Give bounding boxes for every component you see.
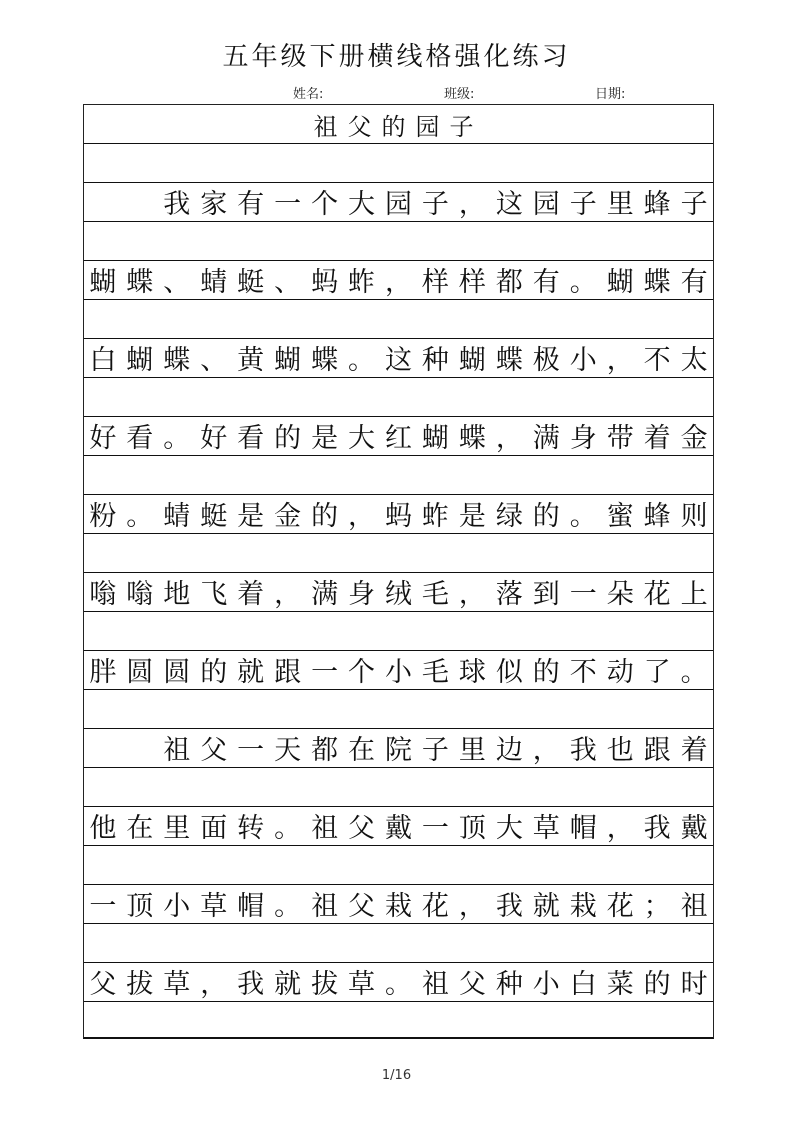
glyph: 小 (163, 891, 191, 922)
glyph: 金 (680, 423, 708, 454)
glyph: 蝴 (421, 423, 449, 454)
glyph: 父 (348, 813, 376, 844)
glyph: 跟 (643, 735, 671, 766)
glyph: 满 (532, 423, 560, 454)
glyph: 戴 (680, 813, 708, 844)
glyph: 蝶 (643, 267, 671, 298)
glyph: 是 (311, 423, 339, 454)
blank-writing-row (84, 378, 713, 417)
glyph: 满 (311, 579, 339, 610)
glyph: ， (495, 423, 523, 454)
glyph: 不 (643, 345, 671, 376)
glyph: 有 (680, 267, 708, 298)
glyph: 个 (311, 189, 339, 220)
glyph: 着 (643, 423, 671, 454)
blank-writing-row (84, 456, 713, 495)
glyph: 这 (384, 345, 412, 376)
blank-writing-row (84, 222, 713, 261)
glyph: ， (606, 345, 634, 376)
passage-title: 祖父的园子 (313, 112, 484, 141)
blank-writing-row (84, 768, 713, 807)
glyph: 。 (126, 501, 154, 532)
glyph: 极 (532, 345, 560, 376)
glyph: 就 (237, 657, 265, 688)
glyph: 我 (163, 189, 191, 220)
glyph: 祖 (311, 891, 339, 922)
glyph: 栽 (569, 891, 597, 922)
glyph: 在 (348, 735, 376, 766)
glyph: 里 (163, 813, 191, 844)
glyph: 蚱 (348, 267, 376, 298)
text-line-row (84, 183, 713, 222)
page-number: 1/16 (381, 1068, 412, 1083)
glyph: 白 (569, 969, 597, 1000)
name-label: 姓名: (293, 87, 324, 102)
glyph: 蜻 (163, 501, 191, 532)
glyph: 身 (569, 423, 597, 454)
blank-writing-row (84, 534, 713, 573)
glyph: 父 (200, 735, 228, 766)
glyph: 黄 (237, 345, 265, 376)
glyph: 圆 (126, 657, 154, 688)
glyph: 花 (421, 891, 449, 922)
glyph: 。 (348, 345, 376, 376)
glyph: 院 (384, 735, 412, 766)
glyph: 看 (126, 423, 154, 454)
lined-writing-grid (83, 104, 714, 1039)
glyph: 转 (237, 813, 265, 844)
glyph: 一 (237, 735, 265, 766)
text-line-row (84, 339, 713, 378)
glyph: 带 (606, 423, 634, 454)
glyph: 球 (458, 657, 486, 688)
glyph: 着 (680, 735, 708, 766)
glyph: 天 (274, 735, 302, 766)
glyph: 绿 (495, 501, 523, 532)
glyph: 蜂 (643, 189, 671, 220)
glyph: 一 (311, 657, 339, 688)
glyph: 草 (163, 969, 191, 1000)
glyph: 蝴 (274, 345, 302, 376)
glyph (125, 191, 155, 218)
glyph: 则 (680, 501, 708, 532)
glyph: 父 (89, 969, 117, 1000)
glyph: 朵 (606, 579, 634, 610)
glyph: 蜓 (237, 267, 265, 298)
glyph: 子 (421, 735, 449, 766)
glyph: 个 (348, 657, 376, 688)
glyph: 。 (274, 813, 302, 844)
glyph: 。 (569, 501, 597, 532)
glyph: 动 (606, 657, 634, 688)
glyph: 边 (495, 735, 523, 766)
class-label: 班级: (444, 87, 475, 102)
glyph: ； (643, 891, 671, 922)
glyph: 在 (126, 813, 154, 844)
text-line-row (84, 651, 713, 690)
glyph: 都 (311, 735, 339, 766)
passage-title-row (84, 105, 713, 144)
glyph: 身 (348, 579, 376, 610)
glyph: 父 (458, 969, 486, 1000)
glyph: 我 (237, 969, 265, 1000)
glyph: 有 (237, 189, 265, 220)
text-line-row (84, 885, 713, 924)
glyph: ， (348, 501, 376, 532)
glyph: 园 (384, 189, 412, 220)
glyph: 蜻 (200, 267, 228, 298)
glyph: 一 (569, 579, 597, 610)
glyph: 戴 (384, 813, 412, 844)
glyph: ， (458, 579, 486, 610)
glyph: 上 (680, 579, 708, 610)
glyph: 是 (237, 501, 265, 532)
glyph: 、 (163, 267, 191, 298)
glyph: 时 (680, 969, 708, 1000)
glyph: 祖 (163, 735, 191, 766)
glyph: 好 (89, 423, 117, 454)
glyph: 小 (532, 969, 560, 1000)
glyph: 圆 (163, 657, 191, 688)
blank-writing-row (84, 612, 713, 651)
glyph: 祖 (421, 969, 449, 1000)
glyph: 毛 (421, 657, 449, 688)
glyph: 的 (532, 501, 560, 532)
glyph: 就 (532, 891, 560, 922)
glyph: 蝴 (458, 345, 486, 376)
glyph: ， (384, 267, 412, 298)
glyph: 、 (200, 345, 228, 376)
glyph: 蜓 (200, 501, 228, 532)
glyph: 我 (569, 735, 597, 766)
glyph: 嗡 (89, 579, 117, 610)
glyph: 金 (274, 501, 302, 532)
glyph: 绒 (384, 579, 412, 610)
glyph: 有 (532, 267, 560, 298)
glyph: 样 (458, 267, 486, 298)
blank-writing-row (84, 300, 713, 339)
glyph: ， (458, 189, 486, 220)
text-line-row (84, 729, 713, 768)
glyph: 蝶 (458, 423, 486, 454)
glyph: 拔 (126, 969, 154, 1000)
text-line-row (84, 495, 713, 534)
glyph: 样 (421, 267, 449, 298)
glyph: 蚂 (384, 501, 412, 532)
glyph: 草 (532, 813, 560, 844)
glyph: 家 (200, 189, 228, 220)
glyph: 蝶 (163, 345, 191, 376)
glyph: 粉 (89, 501, 117, 532)
date-label: 日期: (595, 87, 626, 102)
glyph (88, 737, 118, 764)
glyph: 一 (421, 813, 449, 844)
glyph: 帽 (569, 813, 597, 844)
glyph: 祖 (680, 891, 708, 922)
text-line-row (84, 963, 713, 1002)
text-line-row (84, 573, 713, 612)
glyph: 里 (458, 735, 486, 766)
glyph: ， (532, 735, 560, 766)
glyph: 子 (569, 189, 597, 220)
text-line-row (84, 807, 713, 846)
worksheet-title: 五年级下册横线格强化练习 (222, 42, 571, 72)
glyph: 子 (421, 189, 449, 220)
glyph: 里 (606, 189, 634, 220)
glyph (125, 737, 155, 764)
glyph: 大 (348, 189, 376, 220)
glyph: 顶 (126, 891, 154, 922)
blank-writing-row (84, 690, 713, 729)
glyph: 的 (311, 501, 339, 532)
glyph: 是 (458, 501, 486, 532)
glyph: 蚂 (311, 267, 339, 298)
glyph: 菜 (606, 969, 634, 1000)
glyph: 蝶 (126, 267, 154, 298)
glyph: 种 (495, 969, 523, 1000)
text-line-row (84, 261, 713, 300)
glyph: 不 (569, 657, 597, 688)
glyph: 了 (643, 657, 671, 688)
glyph: 的 (532, 657, 560, 688)
blank-writing-row (84, 1002, 713, 1038)
glyph: 看 (237, 423, 265, 454)
glyph: 着 (237, 579, 265, 610)
glyph: 落 (495, 579, 523, 610)
glyph: 祖 (311, 813, 339, 844)
glyph: 嗡 (126, 579, 154, 610)
glyph: 子 (680, 189, 708, 220)
glyph: 草 (348, 969, 376, 1000)
glyph: 。 (384, 969, 412, 1000)
glyph: 的 (643, 969, 671, 1000)
glyph: 白 (89, 345, 117, 376)
glyph (88, 191, 118, 218)
glyph: 胖 (89, 657, 117, 688)
glyph: 草 (200, 891, 228, 922)
glyph: 都 (495, 267, 523, 298)
glyph: 一 (274, 189, 302, 220)
glyph: 小 (569, 345, 597, 376)
glyph: ， (606, 813, 634, 844)
glyph: 蝶 (495, 345, 523, 376)
glyph: ， (274, 579, 302, 610)
glyph: 就 (274, 969, 302, 1000)
glyph: 的 (200, 657, 228, 688)
glyph: 栽 (384, 891, 412, 922)
blank-writing-row (84, 846, 713, 885)
glyph: 父 (348, 891, 376, 922)
glyph: 小 (384, 657, 412, 688)
glyph: 园 (532, 189, 560, 220)
glyph: 。 (163, 423, 191, 454)
glyph: 飞 (200, 579, 228, 610)
text-line-row (84, 417, 713, 456)
glyph: 我 (495, 891, 523, 922)
glyph: 毛 (421, 579, 449, 610)
glyph: 。 (680, 657, 708, 688)
glyph: 蝴 (606, 267, 634, 298)
glyph: 面 (200, 813, 228, 844)
glyph: 蜂 (643, 501, 671, 532)
glyph: 帽 (237, 891, 265, 922)
glyph: 。 (274, 891, 302, 922)
blank-writing-row (84, 144, 713, 183)
glyph: 蝶 (311, 345, 339, 376)
glyph: 、 (274, 267, 302, 298)
glyph: 。 (569, 267, 597, 298)
glyph: 大 (348, 423, 376, 454)
glyph: 蝴 (89, 267, 117, 298)
glyph: 一 (89, 891, 117, 922)
glyph: 蜜 (606, 501, 634, 532)
glyph: 他 (89, 813, 117, 844)
glyph: 这 (495, 189, 523, 220)
glyph: 也 (606, 735, 634, 766)
glyph: 花 (606, 891, 634, 922)
glyph: 蚱 (421, 501, 449, 532)
glyph: 太 (680, 345, 708, 376)
glyph: 种 (421, 345, 449, 376)
glyph: 地 (163, 579, 191, 610)
glyph: 花 (643, 579, 671, 610)
glyph: 蝴 (126, 345, 154, 376)
glyph: 大 (495, 813, 523, 844)
glyph: ， (458, 891, 486, 922)
glyph: 似 (495, 657, 523, 688)
glyph: 我 (643, 813, 671, 844)
glyph: 拔 (311, 969, 339, 1000)
glyph: ， (200, 969, 228, 1000)
blank-writing-row (84, 924, 713, 963)
glyph: 顶 (458, 813, 486, 844)
glyph: 跟 (274, 657, 302, 688)
glyph: 红 (384, 423, 412, 454)
glyph: 到 (532, 579, 560, 610)
glyph: 好 (200, 423, 228, 454)
glyph: 的 (274, 423, 302, 454)
